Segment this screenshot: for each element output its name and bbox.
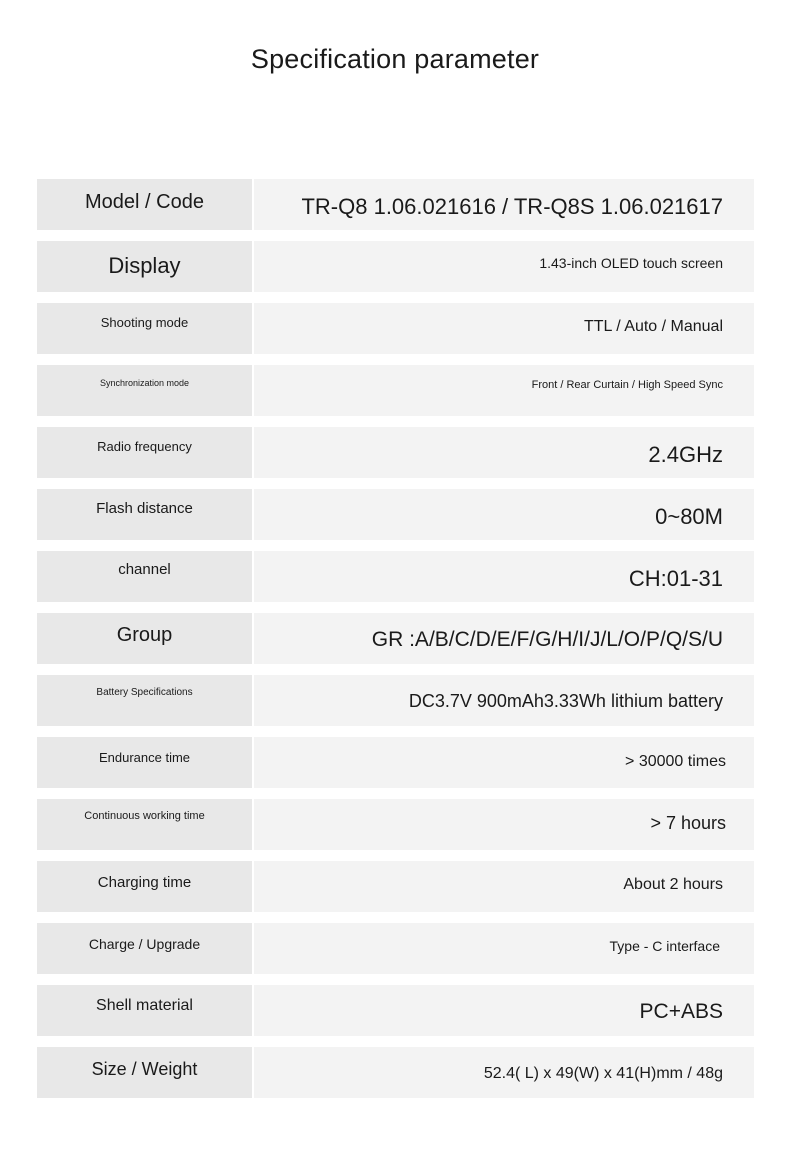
spec-row-flash-distance <box>37 489 754 540</box>
spec-row-charging-time <box>37 861 754 912</box>
spec-label: Synchronization mode <box>37 365 252 416</box>
spec-value: CH:01-31 <box>254 551 754 602</box>
spec-label: Radio frequency <box>37 427 252 478</box>
spec-value: Type - C interface <box>254 923 754 974</box>
spec-label: Flash distance <box>37 489 252 540</box>
spec-row-display <box>37 241 754 292</box>
spec-label: Battery Specifications <box>37 675 252 726</box>
spec-label: Shell material <box>37 985 252 1036</box>
spec-label: Continuous working time <box>37 799 252 850</box>
spec-label: Shooting mode <box>37 303 252 354</box>
spec-row-battery <box>37 675 754 726</box>
spec-row-channel <box>37 551 754 602</box>
spec-row-radio-frequency <box>37 427 754 478</box>
spec-value: DC3.7V 900mAh3.33Wh lithium battery <box>254 675 754 726</box>
spec-row-sync-mode <box>37 365 754 416</box>
spec-value: PC+ABS <box>254 985 754 1036</box>
spec-label: Charging time <box>37 861 252 912</box>
spec-value: > 7 hours <box>254 799 754 850</box>
spec-value: 2.4GHz <box>254 427 754 478</box>
page-title: Specification parameter <box>250 44 540 74</box>
spec-row-group <box>37 613 754 664</box>
spec-row-model <box>37 179 754 230</box>
spec-label: Endurance time <box>37 737 252 788</box>
spec-row-charge-upgrade <box>37 923 754 974</box>
spec-value: 1.43-inch OLED touch screen <box>254 241 754 292</box>
spec-table <box>37 179 754 1098</box>
spec-row-size-weight <box>37 1047 754 1098</box>
spec-value: 0~80M <box>254 489 754 540</box>
spec-label: Model / Code <box>37 179 252 230</box>
spec-value: > 30000 times <box>254 737 754 788</box>
spec-value: TR-Q8 1.06.021616 / TR-Q8S 1.06.021617 <box>254 179 754 230</box>
spec-row-working-time <box>37 799 754 850</box>
spec-label: Group <box>37 613 252 664</box>
spec-row-endurance <box>37 737 754 788</box>
spec-value: TTL / Auto / Manual <box>254 303 754 354</box>
spec-value: 52.4( L) x 49(W) x 41(H)mm / 48g <box>254 1047 754 1098</box>
spec-label: channel <box>37 551 252 602</box>
spec-label: Size / Weight <box>37 1047 252 1098</box>
spec-value: GR :A/B/C/D/E/F/G/H/I/J/L/O/P/Q/S/U <box>254 613 754 664</box>
spec-value: Front / Rear Curtain / High Speed Sync <box>254 365 754 416</box>
spec-label: Charge / Upgrade <box>37 923 252 974</box>
spec-row-shooting-mode <box>37 303 754 354</box>
spec-label: Display <box>37 241 252 292</box>
spec-row-shell-material <box>37 985 754 1036</box>
spec-value: About 2 hours <box>254 861 754 912</box>
